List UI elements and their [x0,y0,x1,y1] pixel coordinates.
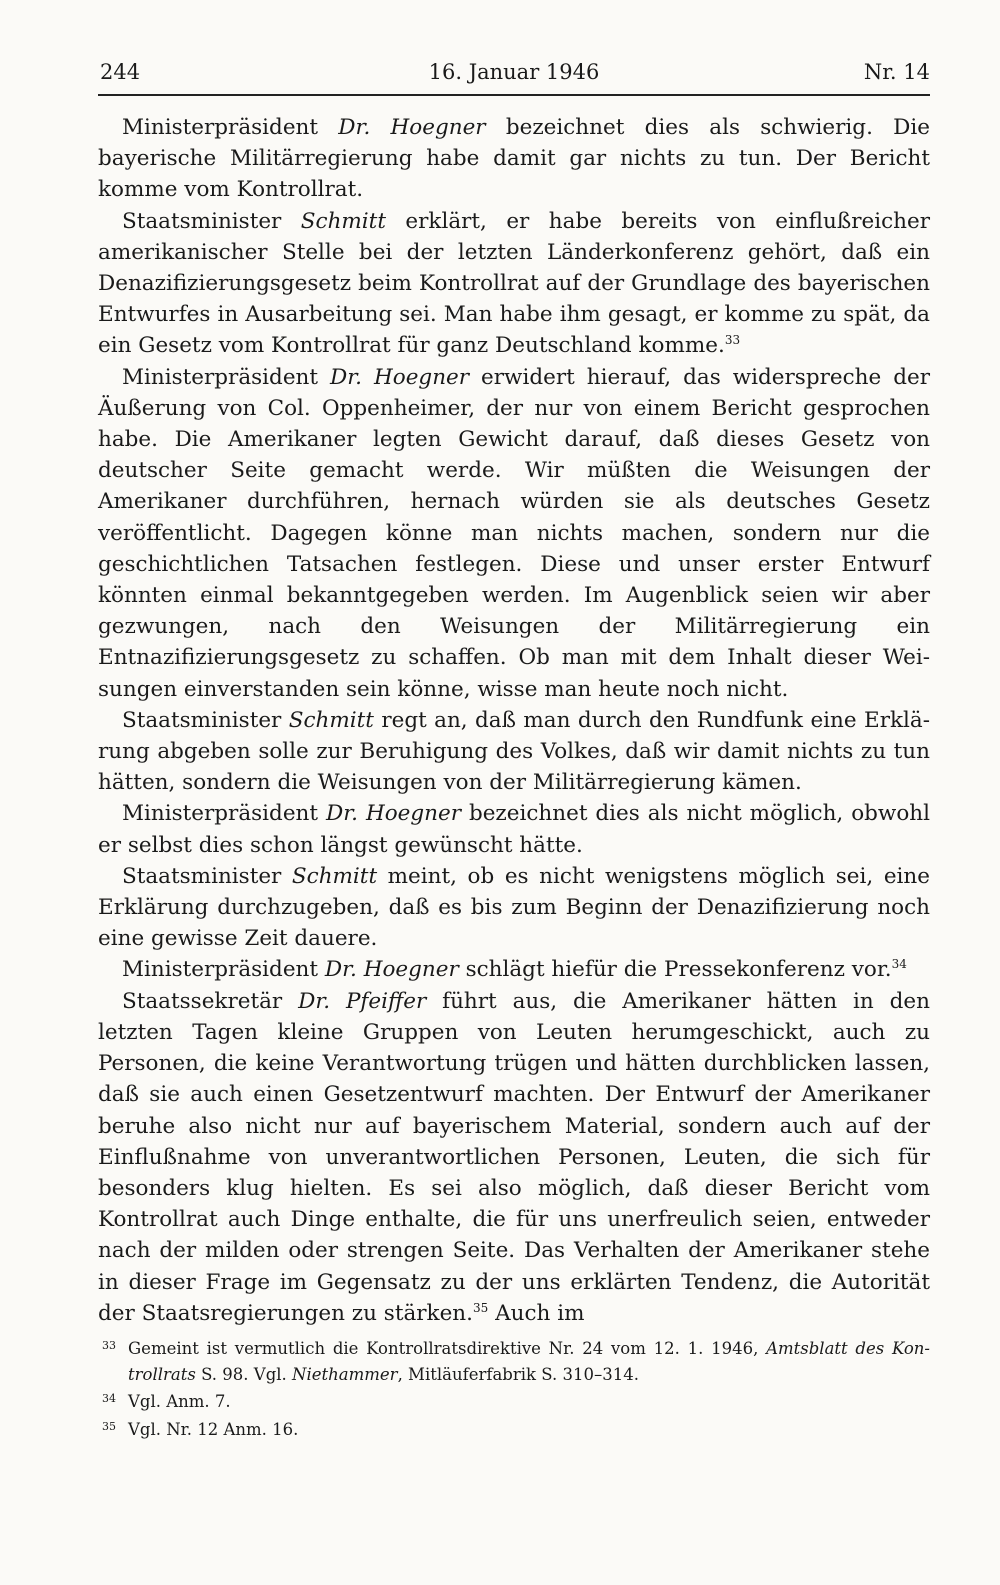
text-run: Vgl. Nr. 12 Anm. 16. [128,1419,299,1439]
footnote [98,1389,930,1415]
text-run: führt aus, die Amerikaner hätten in den letzten Tagen kleine Gruppen von Leuten herumgeschickt, auch zu Personen, die keine Verantwortung trügen und hätten durchblicken lassen, daß sie auch einen Gesetzentwurf machten. Der Entwurf der Amerikaner beruhe also nicht nur auf bayerischem Material, sondern auch auf der Einflußnahme von unverantwortlichen Personen, Leuten, die sich für besonders klug hielten. Es sei also möglich, daß dieser Bericht vom Kontrollrat auch Dinge enthalte, die für uns unerfreulich seien, entweder nach der milden oder strengen Seite. Das Verhalten der Amerikaner stehe in dieser Frage im Gegensatz zu der uns erklärten Tendenz, die Autorität der Staatsregierungen zu stärken. [98,988,930,1326]
text-run: Ministerpräsident [122,957,325,983]
footnote-number: 33 [102,1339,116,1352]
running-header [98,54,930,96]
page-number: 244 [100,60,141,84]
footnote-number: 35 [102,1419,116,1433]
text-run: Ministerpräsident [122,364,331,390]
italic-name: Schmitt [291,863,378,889]
paragraph [98,705,930,799]
text-run: meint, ob es nicht wenigstens möglich sei, eine Erklärung durchzugeben, daß es bis zum Beginn der Denazifizierung noch eine gewisse Zeit dauere. [98,863,930,952]
body-text [98,112,930,1329]
footnote-reference: 35 [473,1300,489,1315]
paragraph [98,362,930,705]
text-run: , Mitläuferfabrik S. 310–314. [397,1364,639,1384]
paragraph [98,986,930,1329]
paragraph [98,206,930,362]
text-run: Staatsminister [122,863,292,889]
footnote-reference: 34 [891,957,907,972]
paragraph [98,954,930,985]
italic-name: Dr. Hoegner [338,115,486,140]
text-run: Staatsminister [122,707,289,733]
footnotes [98,1336,930,1444]
footnote-reference: 33 [724,333,741,348]
text-run: erwidert hierauf, das widerspreche der Äußerung von Col. Oppenheimer, der nur von einem Bericht gesprochen habe. Die Amerikaner legten Gewicht darauf, daß dieses Gesetz von deutscher Seite gemacht werde. Wir müßten die Weisungen der Amerikaner durchführen, hernach würden sie als deutsches Gesetz veröffentlicht. Dagegen könne man nichts machen, sondern nur die geschichtlichen Tatsachen festlegen. Diese und unser erster Entwurf könnten einmal bekanntgegeben werden. Im Augenblick seien wir aber gezwungen, nach den Weisungen der Militärregierung ein Entnazifizierungsgesetz zu schaffen. Ob man mit dem Inhalt dieser Weisungen einverstanden sein könne, wisse man heute noch nicht. [98,364,930,702]
text-run: S. 98. Vgl. [195,1364,293,1384]
footnote [98,1417,930,1443]
text-run: Staatssekretär [122,988,299,1014]
text-run: Vgl. Anm. 7. [128,1392,231,1411]
italic-name: Dr. Hoegner [326,801,461,827]
text-run: Ministerpräsident [122,115,339,140]
italic-name: Dr. Hoegner [330,364,470,390]
italic-name: Niethammer [292,1364,398,1384]
italic-name: Dr. Hoegner [324,957,459,983]
text-run: bezeichnet dies als nicht möglich, obwohl er selbst dies schon längst gewünscht hätte. [98,801,930,858]
text-run: erklärt, er habe bereits von einflußreicher amerikanischer Stelle bei der letzten Länderkonferenz gehört, daß ein Denazifizierungsgesetz beim Kontrollrat auf der Grundlage des bayerischen Entwurfes in Ausarbeitung sei. Man habe ihm gesagt, er komme zu spät, da ein Gesetz vom Kontrollrat für ganz Deutschland komme. [98,208,930,359]
text-run: Ministerpräsident [122,801,326,827]
text-run: bezeichnet dies als schwierig. Die bayerische Militärregierung habe damit gar nichts zu tun. Der Bericht komme vom Kontrollrat. [98,115,930,203]
paragraph [98,861,930,955]
italic-name: Amtsblatt des Kontrollrats [128,1339,930,1384]
italic-name: Schmitt [288,707,374,733]
italic-name: Schmitt [300,208,386,234]
document-number: Nr. 14 [863,60,930,84]
header-date: 16. Januar 1946 [428,60,600,84]
paragraph [98,112,930,206]
italic-name: Dr. Pfeiffer [298,988,427,1014]
text-run: schlägt hiefür die Pressekonferenz vor. [458,957,892,983]
text-run: regt an, daß man durch den Rundfunk eine Erklärung abgeben solle zur Beruhigung des Volkes, daß wir damit nichts zu tun hätten, sondern die Weisungen von der Militärregierung kämen. [98,707,930,796]
footnote-number: 34 [102,1392,116,1405]
text-run: Staatsminister [122,208,301,234]
text-run: Gemeint ist vermutlich die Kontrollratsdirektive Nr. 24 vom 12. 1. 1946, [128,1339,767,1358]
paragraph [98,798,930,860]
footnote [98,1336,930,1387]
text-run: Auch im [488,1300,585,1326]
